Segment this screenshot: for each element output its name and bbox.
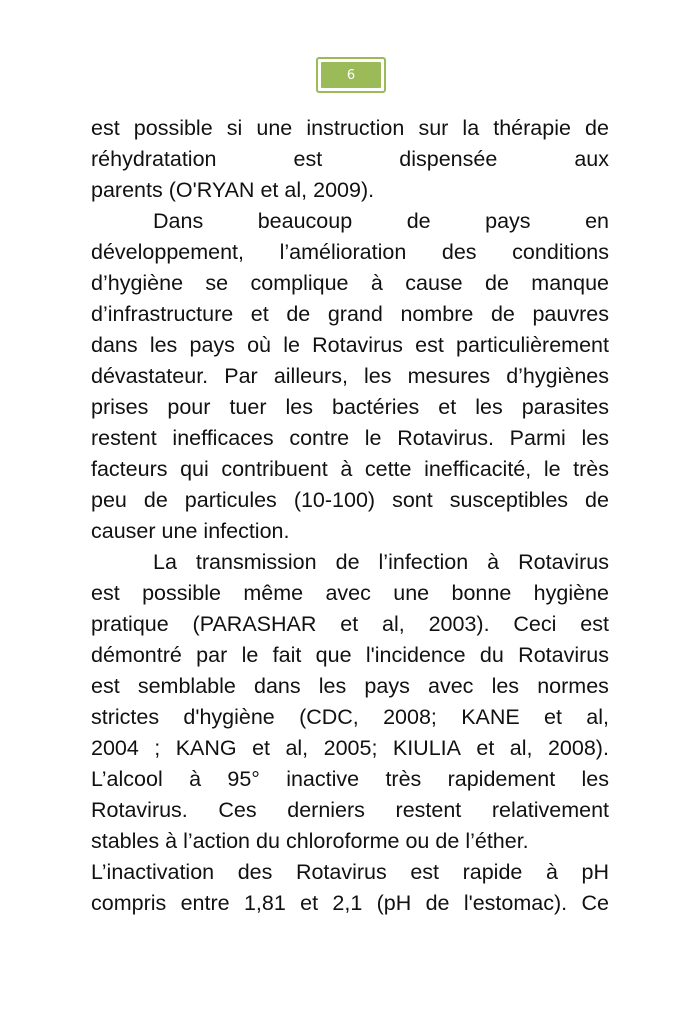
- page-number-badge: [316, 57, 386, 93]
- text-line: démontré par le fait que l'incidence du Rotavirus: [91, 643, 609, 667]
- text-line: est possible même avec une bonne hygiène: [91, 581, 609, 605]
- text-line: Dans beaucoup de pays en: [153, 209, 609, 233]
- text-line: Rotavirus. Ces derniers restent relativement: [91, 798, 609, 822]
- text-line: pratique (PARASHAR et al, 2003). Ceci est: [91, 612, 609, 636]
- text-line: compris entre 1,81 et 2,1 (pH de l'estomac). Ce: [91, 891, 609, 915]
- text-line: facteurs qui contribuent à cette inefficacité, le très: [91, 457, 609, 481]
- text-line: est semblable dans les pays avec les normes: [91, 674, 609, 698]
- text-line: dans les pays où le Rotavirus est particulièrement: [91, 333, 609, 357]
- text-line: causer une infection.: [91, 519, 290, 543]
- text-line: réhydratation est dispensée aux: [91, 147, 609, 171]
- text-line: L’alcool à 95° inactive très rapidement les: [91, 767, 609, 791]
- text-line: L’inactivation des Rotavirus est rapide à pH: [91, 860, 609, 884]
- text-line: strictes d'hygiène (CDC, 2008; KANE et al,: [91, 705, 609, 729]
- text-line: La transmission de l’infection à Rotavirus: [153, 550, 609, 574]
- text-line: parents (O'RYAN et al, 2009).: [91, 178, 375, 202]
- text-line: dévastateur. Par ailleurs, les mesures d’hygiènes: [91, 364, 609, 388]
- text-line: d’hygiène se complique à cause de manque: [91, 271, 609, 295]
- text-line: peu de particules (10-100) sont susceptibles de: [91, 488, 609, 512]
- text-line: d’infrastructure et de grand nombre de pauvres: [91, 302, 609, 326]
- text-line: est possible si une instruction sur la thérapie de: [91, 116, 609, 140]
- body-text: [91, 113, 609, 919]
- text-line: stables à l’action du chloroforme ou de l’éther.: [91, 829, 529, 853]
- text-line: 2004 ; KANG et al, 2005; KIULIA et al, 2008).: [91, 736, 609, 760]
- text-line: développement, l’amélioration des conditions: [91, 240, 609, 264]
- text-line: restent inefficaces contre le Rotavirus. Parmi les: [91, 426, 609, 450]
- page-number: 6: [321, 62, 381, 88]
- text-line: prises pour tuer les bactéries et les parasites: [91, 395, 609, 419]
